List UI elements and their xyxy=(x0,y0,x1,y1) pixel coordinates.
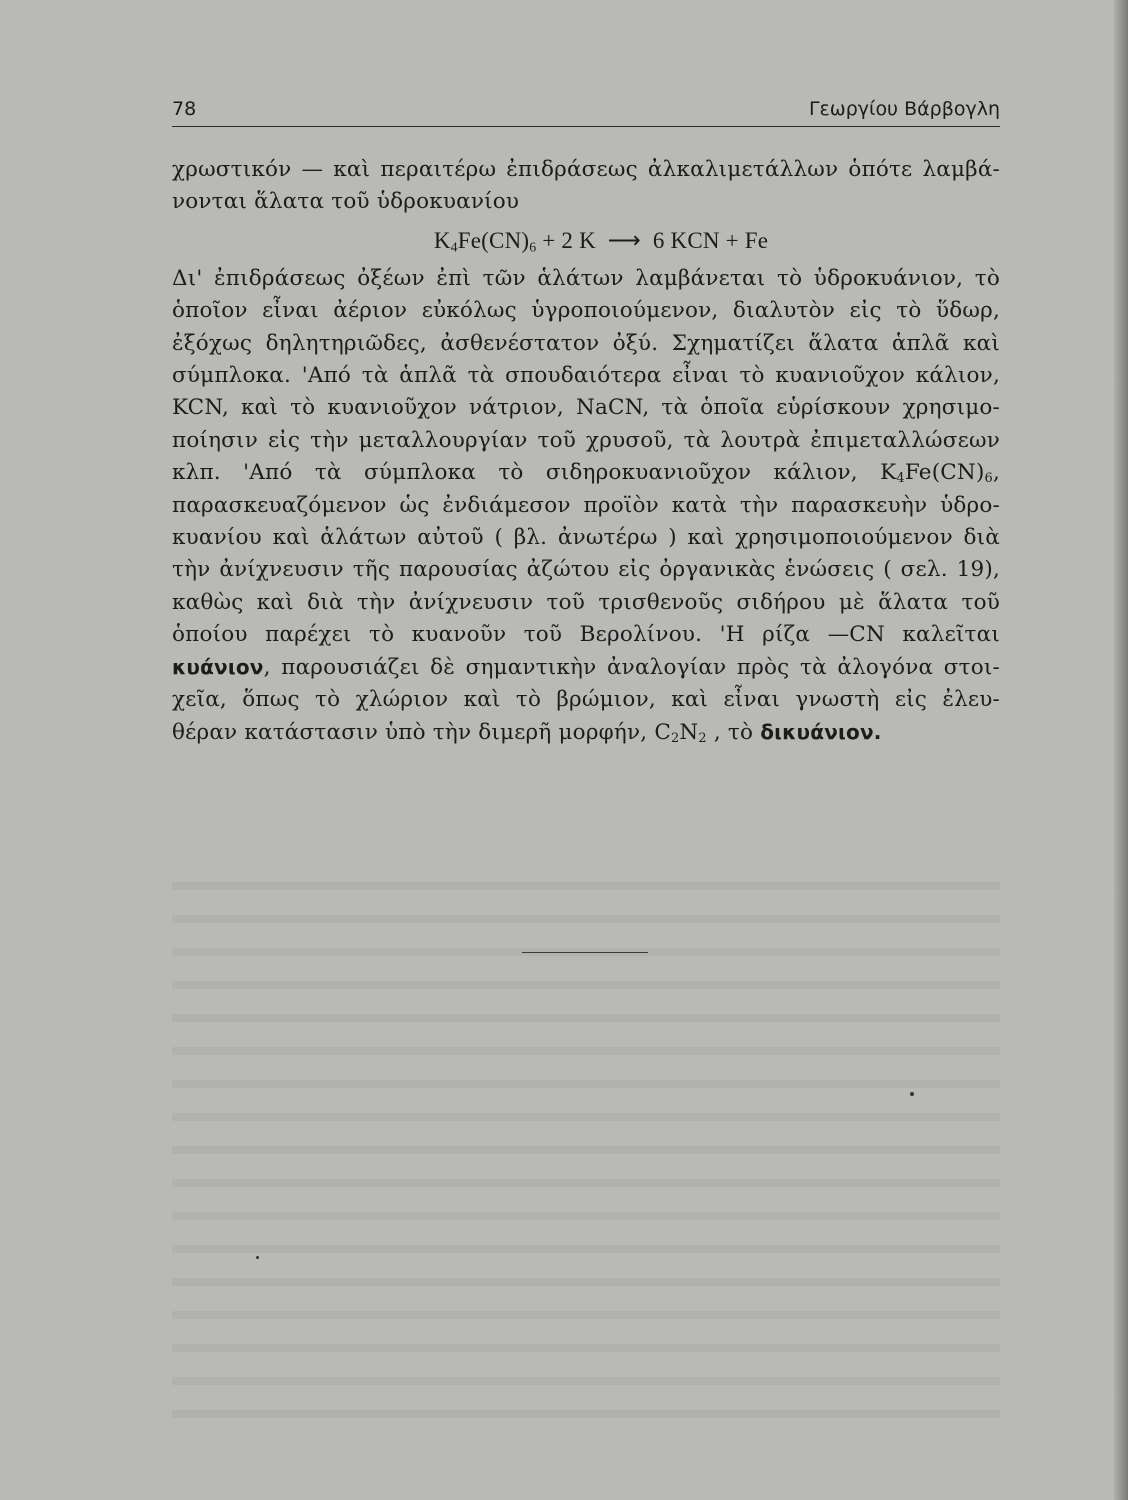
text-fragment: . xyxy=(873,720,882,745)
text-line: χεῖα, ὅπως τὸ χλώριον καὶ τὸ βρώμιον, καὶ εἶναι γνωστὴ εἰς ἐλευ- xyxy=(172,686,1000,712)
formula-subscript: 2 xyxy=(698,731,707,747)
page-edge-shadow xyxy=(1114,0,1128,1500)
text-fragment: κλπ. 'Από τὰ σύμπλοκα τὸ σιδηροκυανιοῦχον κάλιον, K xyxy=(172,460,897,486)
formula-subscript: 4 xyxy=(896,471,905,487)
text-fragment: θέραν κατάστασιν ὑπὸ τὴν διμερῆ μορφήν, C xyxy=(172,720,671,746)
running-header xyxy=(172,98,1000,124)
text-line: ὁποίου παρέχει τὸ κυανοῦν τοῦ Βερολίνου. 'Η ρίζα —CN καλεῖται xyxy=(172,622,1000,648)
text-line: κυανίου καὶ ἁλάτων αὐτοῦ ( βλ. ἀνωτέρω ) καὶ χρησιμοποιούμενον διὰ xyxy=(172,524,1000,550)
text-line: ἐξόχως δηλητηριῶδες, ἀσθενέστατον ὀξύ. Σχηματίζει ἅλατα ἁπλᾶ καὶ xyxy=(172,330,1000,356)
equation-term: + 2 K ⟶ 6 KCN + Fe xyxy=(536,227,769,253)
text-line xyxy=(172,716,1000,748)
text-fragment: , xyxy=(992,460,1000,486)
text-line: χρωστικόν — καὶ περαιτέρω ἐπιδράσεως ἀλκαλιμετάλλων ὁπότε λαμβά- xyxy=(172,157,1000,182)
equation-subscript: 6 xyxy=(529,239,537,255)
text-fragment: , παρουσιάζει δὲ σημαντικὴν ἀναλογίαν πρὸς τὰ ἀλογόνα στοι- xyxy=(263,655,1000,681)
equation-term: K xyxy=(433,227,451,253)
text-line: σύμπλοκα. 'Από τὰ ἁπλᾶ τὰ σπουδαιότερα εἶναι τὸ κυανιοῦχον κάλιον, xyxy=(172,362,1000,388)
text-fragment: , τὸ xyxy=(706,720,761,746)
bold-term: κυάνιον xyxy=(172,655,264,680)
text-line: Δι' ἐπιδράσεως ὀξέων ἐπὶ τῶν ἁλάτων λαμβάνεται τὸ ὑδροκυάνιον, τὸ xyxy=(172,265,1000,291)
header-rule xyxy=(172,126,1000,127)
bleed-through-texture xyxy=(172,860,1000,1420)
text-line: νονται ἅλατα τοῦ ὑδροκυανίου xyxy=(172,189,520,215)
text-line: ποίησιν εἰς τὴν μεταλλουργίαν τοῦ χρυσοῦ, τὰ λουτρὰ ἐπιμεταλλώσεων xyxy=(172,427,1000,453)
bold-term: δικυάνιον xyxy=(760,720,874,745)
body-text xyxy=(172,154,1000,749)
equation-subscript: 4 xyxy=(450,239,458,255)
ink-speck xyxy=(256,1256,259,1259)
section-end-rule xyxy=(522,952,648,953)
text-line: τὴν ἀνίχνευσιν τῆς παρουσίας ἀζώτου εἰς ὀργανικὰς ἑνώσεις ( σελ. 19), xyxy=(172,557,1000,583)
text-fragment: Fe(CN) xyxy=(904,460,985,486)
ink-speck xyxy=(910,1092,914,1096)
text-fragment: N xyxy=(679,720,699,746)
running-title: Γεωργίου Βάρβογλη xyxy=(808,98,1000,120)
formula-subscript: 6 xyxy=(984,471,993,487)
text-line xyxy=(172,457,1000,489)
text-line: ὁποῖον εἶναι ἀέριον εὐκόλως ὑγροποιούμενον, διαλυτὸν εἰς τὸ ὕδωρ, xyxy=(172,298,1000,324)
text-line xyxy=(172,651,1000,683)
formula-subscript: 2 xyxy=(671,731,680,747)
text-line: καθὼς καὶ διὰ τὴν ἀνίχνευσιν τοῦ τρισθενοῦς σιδήρου μὲ ἅλατα τοῦ xyxy=(172,589,1000,615)
text-line: παρασκευαζόμενον ὡς ἐνδιάμεσον προϊὸν κατὰ τὴν παρασκευὴν ὑδρο- xyxy=(172,492,1000,518)
equation-term: Fe(CN) xyxy=(457,227,530,253)
chemical-equation xyxy=(172,219,1000,263)
page-number: 78 xyxy=(172,98,197,120)
text-line: KCN, καὶ τὸ κυανιοῦχον νάτριον, NaCN, τὰ ὁποῖα εὑρίσκουν χρησιμο- xyxy=(172,395,1000,421)
